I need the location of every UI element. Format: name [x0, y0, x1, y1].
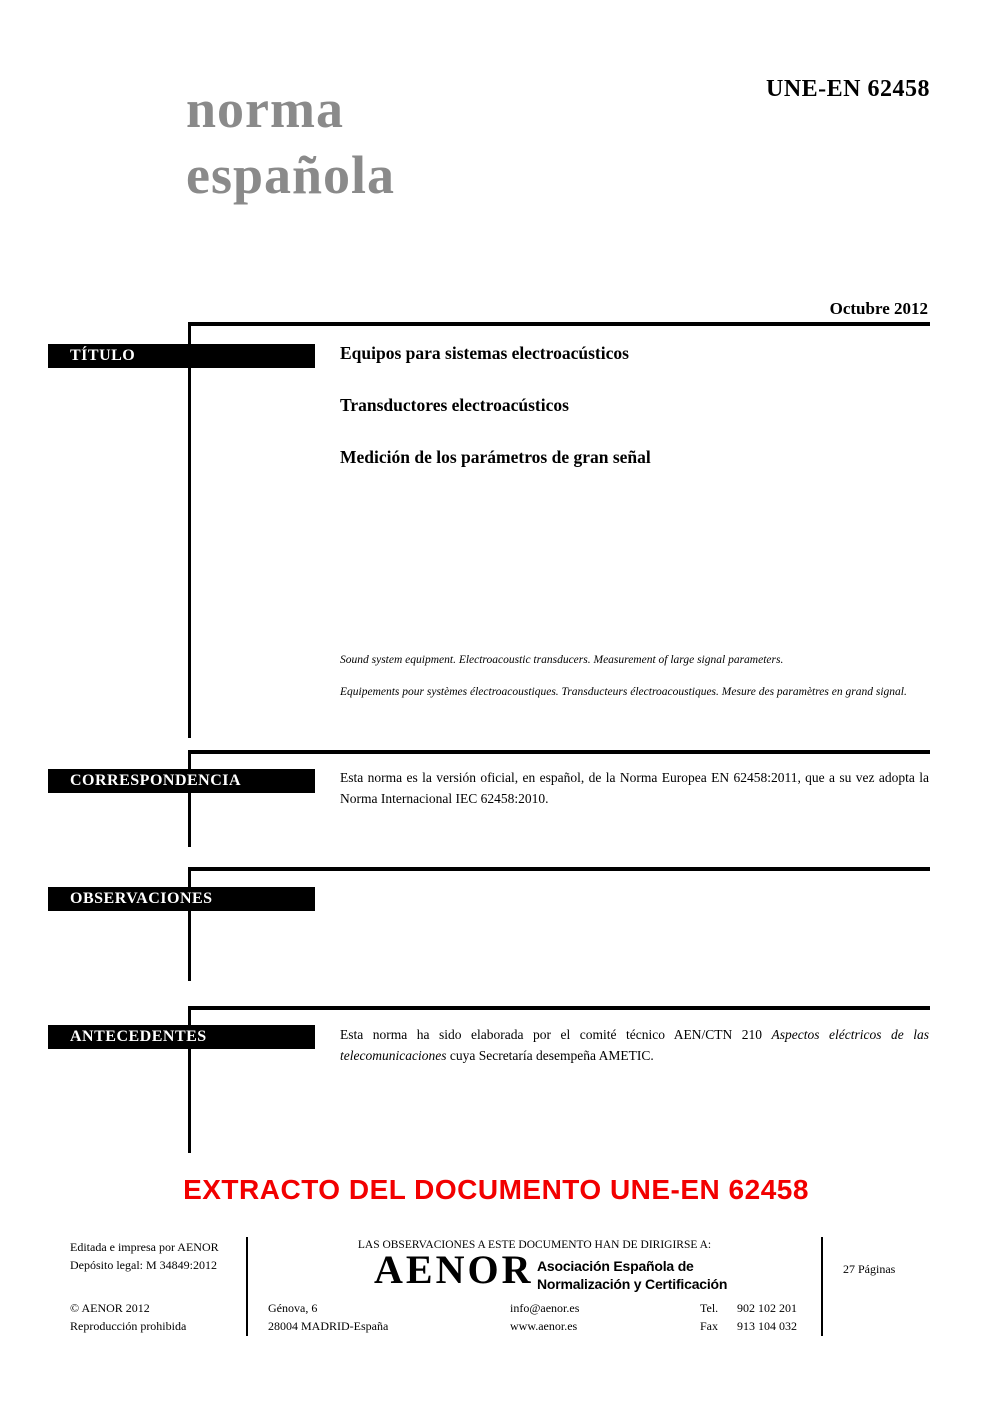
antecedentes-text: [340, 1024, 929, 1066]
issue-date: Octubre 2012: [829, 299, 928, 318]
title-line-1: Equipos para sistemas electroacústicos: [340, 343, 629, 363]
address-line-2: 28004 MADRID-España: [268, 1318, 389, 1333]
footer-phone-values: [737, 1300, 797, 1335]
antecedentes-label-band: ANTECEDENTES: [48, 1025, 315, 1049]
title-line-2: Transductores electroacústicos: [340, 395, 569, 415]
publisher-line-1: Editada e impresa por AENOR: [70, 1240, 219, 1254]
address-line-1: Génova, 6: [268, 1301, 318, 1315]
footer-address: [268, 1300, 388, 1335]
copyright-line-1: © AENOR 2012: [70, 1301, 150, 1315]
copyright-line-2: Reproducción prohibida: [70, 1318, 187, 1333]
observaciones-rule: [188, 867, 930, 871]
footer-divider-right: [821, 1237, 823, 1336]
antecedentes-text-before: Esta norma ha sido elaborada por el comité técnico AEN/CTN 210: [340, 1027, 772, 1042]
vertical-rule-observaciones: [188, 867, 191, 981]
titulo-label-band: TÍTULO: [48, 344, 315, 368]
footer-divider-left: [246, 1237, 248, 1336]
norma-espanola-logo: [186, 76, 395, 208]
observaciones-label-band: OBSERVACIONES: [48, 887, 315, 911]
footer-contact-web: [510, 1300, 579, 1335]
aenor-name-line-1: Asociación Española de: [537, 1258, 694, 1274]
tel-value: 902 102 201: [737, 1301, 797, 1315]
page-count: 27 Páginas: [843, 1262, 896, 1276]
email-text: info@aenor.es: [510, 1301, 580, 1315]
brand-line-1: norma: [186, 79, 344, 139]
fax-value: 913 104 032: [737, 1318, 797, 1333]
aenor-association-name: [537, 1257, 727, 1293]
extract-notice: EXTRACTO DEL DOCUMENTO UNE-EN 62458: [183, 1174, 809, 1205]
footer-observations-notice: LAS OBSERVACIONES A ESTE DOCUMENTO HAN DE DIRIGIRSE A:: [357, 1239, 712, 1251]
vertical-rule-titulo: [188, 322, 191, 738]
aenor-name-line-2: Normalización y Certificación: [537, 1276, 728, 1292]
publisher-line-2: Depósito legal: M 34849:2012: [70, 1257, 217, 1272]
document-code: UNE-EN 62458: [765, 76, 930, 102]
antecedentes-rule: [188, 1006, 930, 1010]
correspondencia-text: Esta norma es la versión oficial, en español, de la Norma Europea EN 62458:2011, que a su vez adopta la Norma Internacional IEC 62458:2010.: [340, 770, 929, 806]
footer-phone-labels: [700, 1300, 718, 1335]
website-text: www.aenor.es: [510, 1318, 578, 1333]
footer-copyright: [70, 1300, 186, 1335]
correspondencia-rule: [188, 750, 930, 754]
tel-label: Tel.: [700, 1301, 719, 1315]
aenor-logo: AENOR: [374, 1247, 534, 1292]
correspondencia-label-band: CORRESPONDENCIA: [48, 769, 315, 793]
title-french: Equipements pour systèmes électroacoustiques. Transducteurs électroacoustiques. Mesure des paramètres en grand signal.: [340, 686, 907, 698]
vertical-rule-correspondencia: [188, 750, 191, 847]
title-english: Sound system equipment. Electroacoustic transducers. Measurement of large signal parameters.: [340, 654, 784, 666]
fax-label: Fax: [700, 1318, 718, 1333]
title-line-3: Medición de los parámetros de gran señal: [340, 447, 651, 467]
header-rule: [188, 322, 930, 326]
footer-publisher: [70, 1239, 219, 1274]
brand-line-2: española: [186, 145, 396, 205]
antecedentes-text-after: cuya Secretaría desempeña AMETIC.: [446, 1048, 654, 1063]
antecedentes-text-italic: Aspectos eléctricos de las telecomunicaciones: [340, 1027, 929, 1063]
